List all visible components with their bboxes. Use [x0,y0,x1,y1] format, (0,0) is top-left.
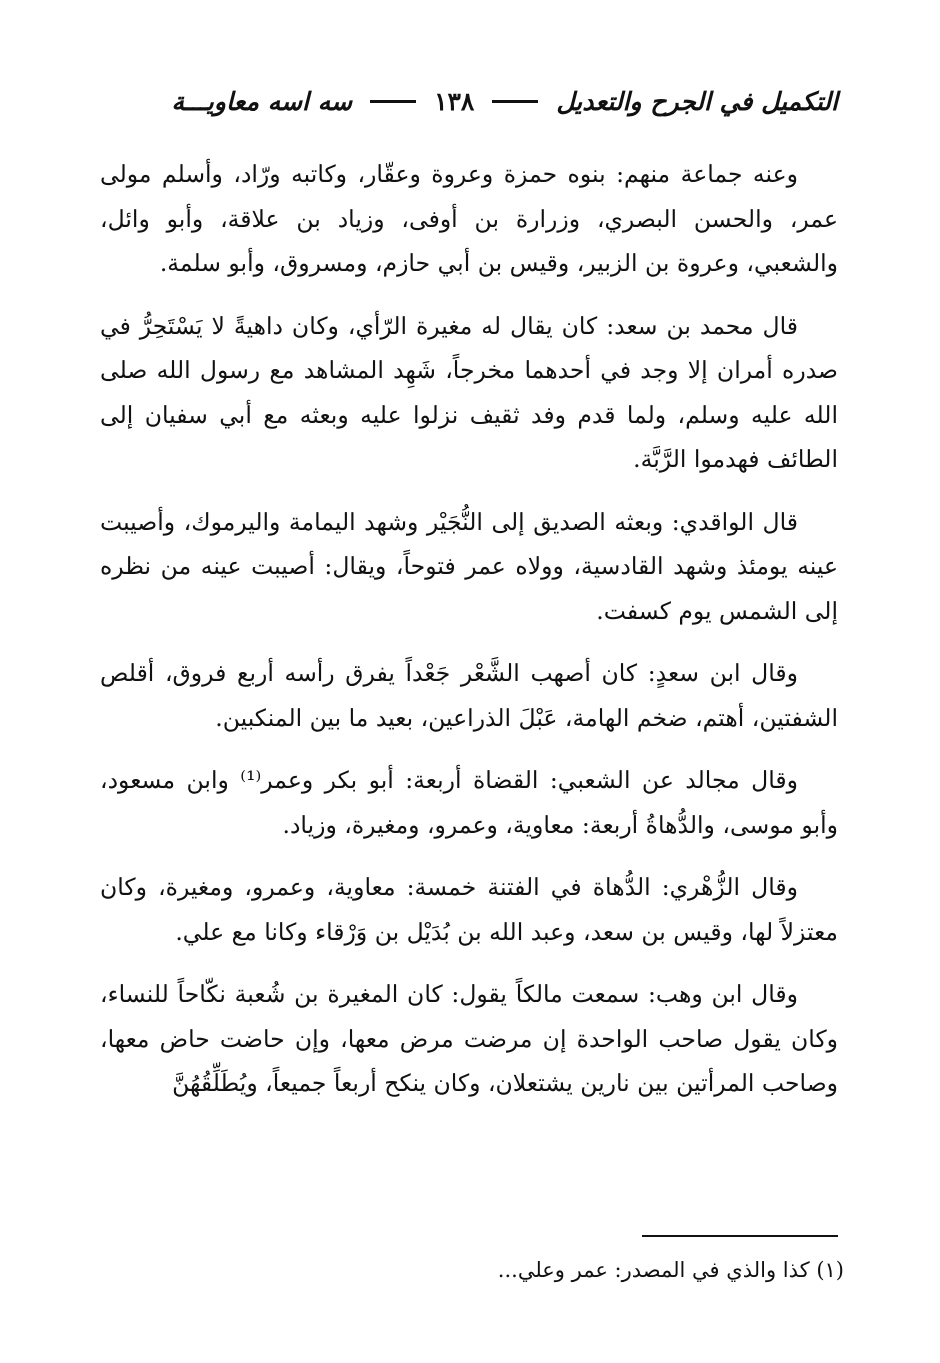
footnote: (١) كذا والذي في المصدر: عمر وعلي... [497,1258,844,1282]
paragraph: وقال الزُّهْري: الدُّهاة في الفتنة خمسة: معاوية، وعمرو، ومغيرة، وكان معتزلاً لها، وقيس بن سعد، وعبد الله بن بُدَيْل بن وَرْقاء وكانا مع علي. [100,873,838,946]
paragraph: قال محمد بن سعد: كان يقال له مغيرة الرّأي، وكان داهيةً لا يَسْتَحِرُّ في صدره أمران إلا وجد في أحدهما مخرجاً، شَهِد المشاهد مع رسول الله صلى الله عليه وسلم، ولما قدم وفد ثقيف نزلوا عليه وبعثه مع أبي سفيان إلى الطائف فهدموا الرَّبَّة. [100,311,838,473]
header-dash [492,100,538,103]
paragraph: وقال مجالد عن الشعبي: القضاة أربعة: أبو بكر وعمر⁽¹⁾ وابن مسعود، وأبو موسى، والدُّهاةُ أربعة: معاوية، وعمرو، ومغيرة، وزياد. [100,766,838,839]
header-dash [370,100,416,103]
running-head [96,78,838,124]
paragraph: وقال ابن سعدٍ: كان أصهب الشَّعْر جَعْداً يفرق رأسه أربع فروق، أقلص الشفتين، أهتم، ضخم الهامة، عَبْلَ الذراعين، بعيد ما بين المنكبين. [100,659,838,732]
page-number: ١٣٨ [434,86,475,116]
footnote-rule [642,1235,838,1237]
body-text [100,152,838,1124]
book-title: التكميل في الجرح والتعديل [556,86,838,116]
paragraph: وعنه جماعة منهم: بنوه حمزة وعروة وعقّار، وكاتبه ورّاد، وأسلم مولى عمر، والحسن البصري، وزرارة بن أوفى، وزياد بن علاقة، وأبو وائل، والشعبي، وعروة بن الزبير، وقيس بن أبي حازم، ومسروق، وأبو سلمة. [100,160,838,277]
section-title: سه اسه معاويـــة [171,86,353,116]
paragraph: قال الواقدي: وبعثه الصديق إلى النُّجَيْر وشهد اليمامة واليرموك، وأصيبت عينه يومئذ وشهد القادسية، وولاه عمر فتوحاً، ويقال: أصيبت عينه من نظره إلى الشمس يوم كسفت. [100,507,838,625]
paragraph: وقال ابن وهب: سمعت مالكاً يقول: كان المغيرة بن شُعبة نكّاحاً للنساء، وكان يقول صاحب الواحدة إن مرضت مرض معها، وإن حاضت حاض معها، وصاحب المرأتين بين نارين يشتعلان، وكان ينكح أربعاً جميعاً، ويُطَلِّقُهُنَّ [100,980,838,1097]
